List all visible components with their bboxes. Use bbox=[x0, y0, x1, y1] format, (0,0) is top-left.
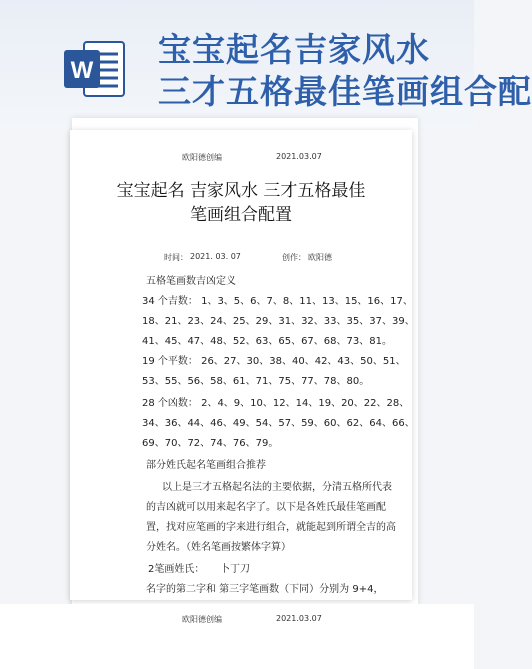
section-heading: 部分姓氏起名笔画组合推荐 bbox=[146, 460, 266, 471]
banner-title-line-1: 宝宝起名吉家风水 bbox=[158, 30, 430, 69]
neutral-numbers-line-2: 53、55、56、58、61、71、75、77、78、80。 bbox=[142, 376, 370, 387]
document-title-line-2: 笔画组合配置 bbox=[190, 205, 292, 225]
neutral-numbers-line-1: 19 个平数： 26、27、30、38、40、42、43、50、51、 bbox=[142, 356, 406, 367]
lucky-numbers-line-3: 41、45、47、48、52、63、65、67、68、73、81。 bbox=[142, 336, 392, 347]
word-document-icon bbox=[62, 36, 128, 102]
time-value: 2021. 03. 07 bbox=[190, 252, 241, 261]
section-heading: 五格笔画数吉凶定义 bbox=[146, 276, 236, 287]
document-title-line-1: 宝宝起名 吉家风水 三才五格最佳 bbox=[116, 181, 366, 201]
creator-value: 欧阳德 bbox=[308, 253, 332, 262]
footer-date: 2021.03.07 bbox=[276, 614, 322, 623]
unlucky-numbers-line-3: 69、70、72、74、76、79。 bbox=[142, 438, 279, 449]
paragraph-line: 名字的第二字和 第三字笔画数（下同）分别为 9+4， bbox=[146, 584, 384, 595]
footer-author: 欧阳德创编 bbox=[182, 615, 222, 624]
svg-text:W: W bbox=[70, 57, 94, 84]
document-page bbox=[70, 130, 415, 600]
header-date: 2021.03.07 bbox=[276, 152, 322, 161]
paragraph-line: 置，找对应笔画的字来进行组合，就能起到所谓全吉的高 bbox=[146, 522, 396, 533]
page-footer bbox=[0, 604, 474, 669]
paragraph-line: 分姓名。（姓名笔画按繁体字算） bbox=[146, 542, 291, 553]
lucky-numbers-line-2: 18、21、23、24、25、29、31、32、33、35、37、39、 bbox=[142, 316, 415, 327]
time-label: 时间： bbox=[164, 253, 188, 262]
paragraph-line: 的吉凶就可以用来起名字了。以下是各姓氏最佳笔画配 bbox=[146, 502, 386, 513]
paragraph-line: 以上是三才五格起名法的主要依据，分清五格所代表 bbox=[162, 482, 392, 493]
surname-value: 卜丁刀 bbox=[220, 564, 250, 575]
lucky-numbers-line-1: 34 个吉数： 1、3、5、6、7、8、11、13、15、16、17、 bbox=[142, 296, 413, 307]
banner-title-line-2: 三才五格最佳笔画组合配 bbox=[158, 72, 532, 111]
creator-label: 创作： bbox=[282, 253, 306, 262]
header-author: 欧阳德创编 bbox=[182, 153, 222, 162]
unlucky-numbers-line-2: 34、36、44、46、49、54、57、59、60、62、64、66、 bbox=[142, 418, 415, 429]
surname-label: 2笔画姓氏： bbox=[148, 564, 205, 575]
unlucky-numbers-line-1: 28 个凶数： 2、4、9、10、12、14、19、20、22、28、 bbox=[142, 398, 410, 409]
